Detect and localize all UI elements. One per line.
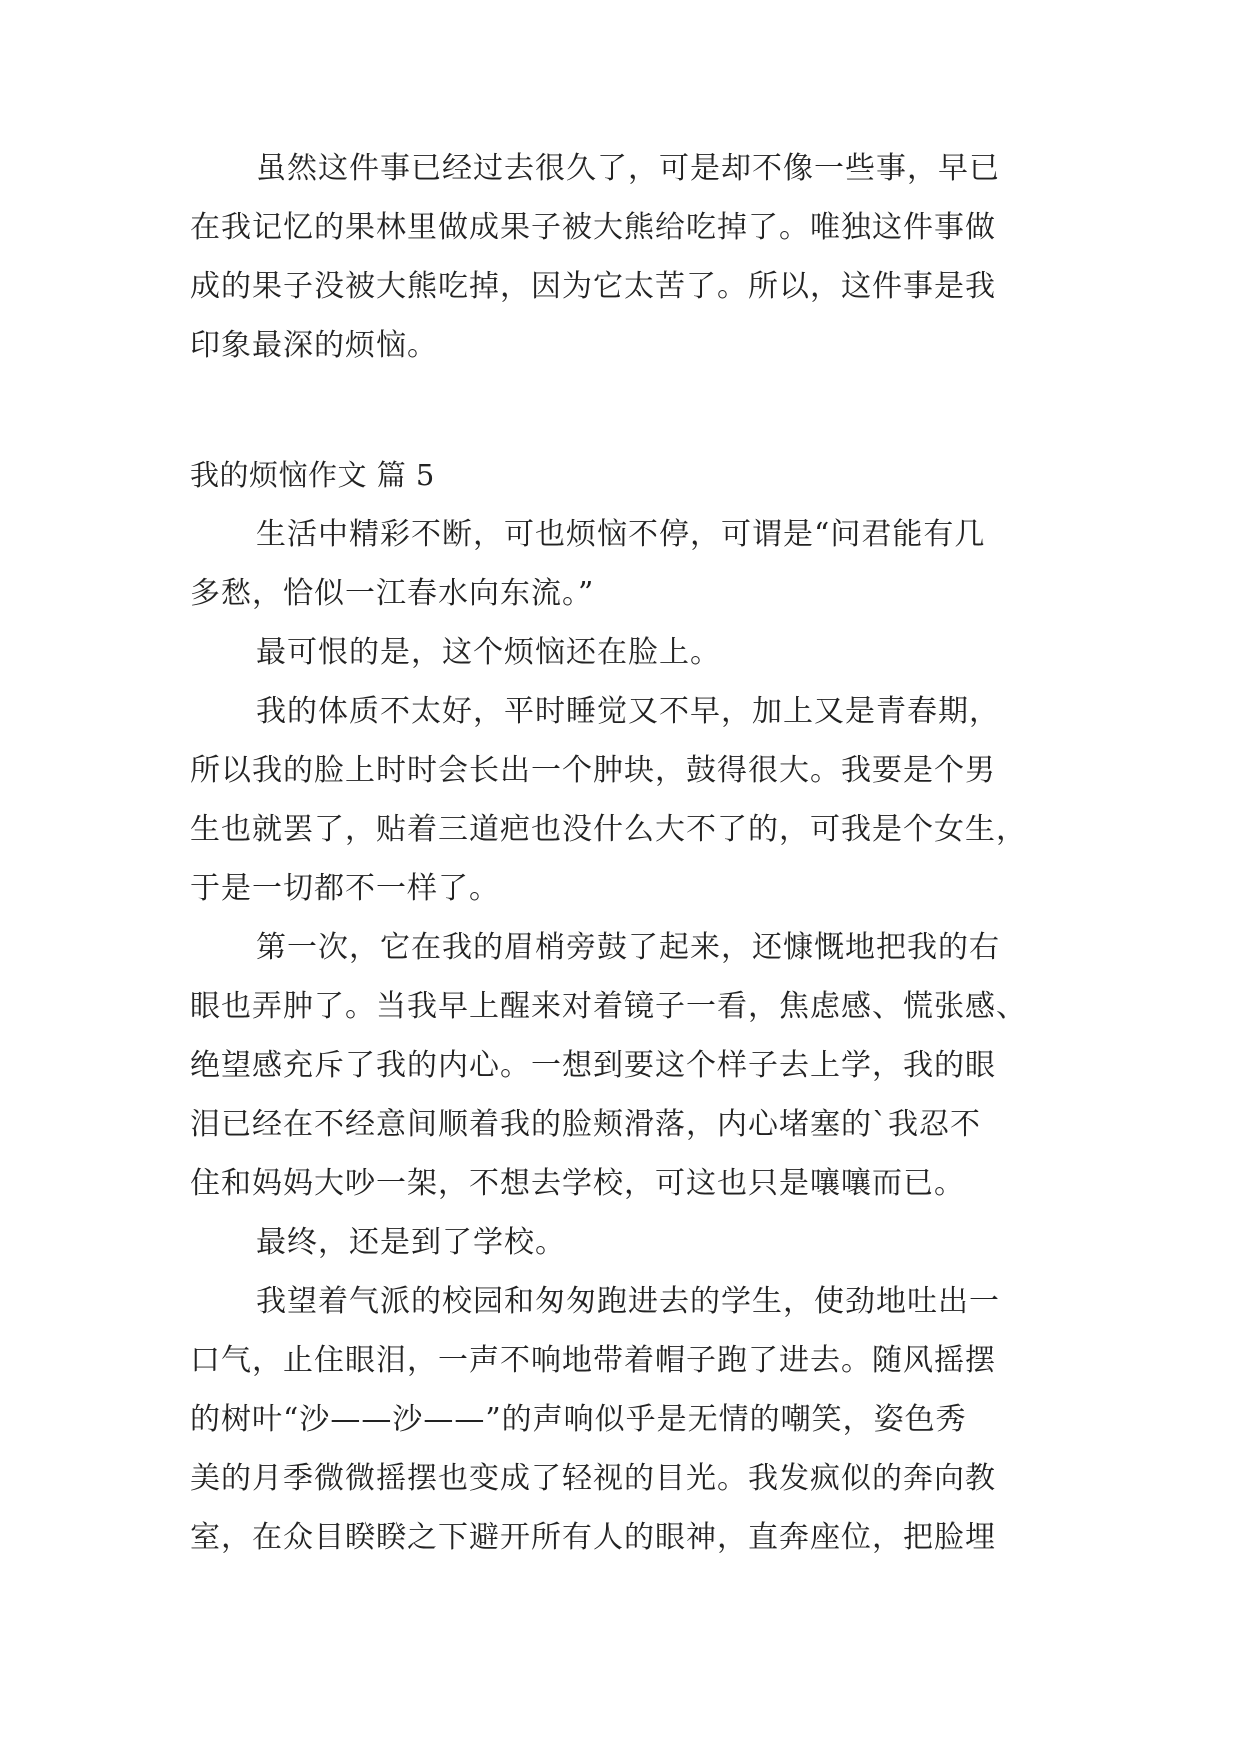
text-line: 于是一切都不一样了。 (190, 871, 500, 906)
text-line: 室，在众目睽睽之下避开所有人的眼神，直奔座位，把脸埋 (190, 1520, 996, 1555)
paragraph-2 (190, 623, 1090, 682)
paragraph-1 (190, 505, 1090, 623)
paragraph-5 (190, 1213, 1090, 1272)
text-line: 生活中精彩不断，可也烦恼不停，可谓是“问君能有几 (256, 517, 986, 552)
text-line: 绝望感充斥了我的内心。一想到要这个样子去上学，我的眼 (190, 1048, 996, 1083)
paragraph-3 (190, 682, 1090, 918)
text-line: 口气，止住眼泪，一声不响地带着帽子跑了进去。随风摇摆 (190, 1343, 996, 1378)
essay-heading-block (190, 446, 1090, 505)
essay-heading: 我的烦恼作文 篇 5 (190, 458, 435, 492)
text-line: 印象最深的烦恼。 (190, 328, 438, 363)
text-line: 成的果子没被大熊吃掉，因为它太苦了。所以，这件事是我 (190, 269, 996, 304)
paragraph-4 (190, 918, 1090, 1213)
text-line: 最终，还是到了学校。 (256, 1225, 566, 1260)
text-line: 第一次，它在我的眉梢旁鼓了起来，还慷慨地把我的右 (256, 930, 1000, 965)
text-line: 多愁，恰似一江春水向东流。” (190, 576, 595, 611)
text-line: 所以我的脸上时时会长出一个肿块，鼓得很大。我要是个男 (190, 753, 996, 788)
text-line: 生也就罢了，贴着三道疤也没什么大不了的，可我是个女生， (190, 812, 1027, 847)
text-line: 我的体质不太好，平时睡觉又不早，加上又是青春期， (256, 694, 1000, 729)
paragraph-6 (190, 1272, 1090, 1567)
paragraph-previous (190, 139, 1090, 375)
text-line: 在我记忆的果林里做成果子被大熊给吃掉了。唯独这件事做 (190, 210, 996, 245)
text-line: 泪已经在不经意间顺着我的脸颊滑落，内心堵塞的`我忍不 (190, 1107, 981, 1142)
text-line: 美的月季微微摇摆也变成了轻视的目光。我发疯似的奔向教 (190, 1461, 996, 1496)
text-line: 虽然这件事已经过去很久了，可是却不像一些事，早已 (256, 151, 1000, 186)
text-line: 最可恨的是，这个烦恼还在脸上。 (256, 635, 721, 670)
text-line: 住和妈妈大吵一架，不想去学校，可这也只是嚷嚷而已。 (190, 1166, 965, 1201)
text-line: 的树叶“沙——沙——”的声响似乎是无情的嘲笑，姿色秀 (190, 1402, 967, 1437)
text-line: 我望着气派的校园和匆匆跑进去的学生，使劲地吐出一 (256, 1284, 1000, 1319)
text-line: 眼也弄肿了。当我早上醒来对着镜子一看，焦虑感、慌张感、 (190, 989, 1027, 1024)
